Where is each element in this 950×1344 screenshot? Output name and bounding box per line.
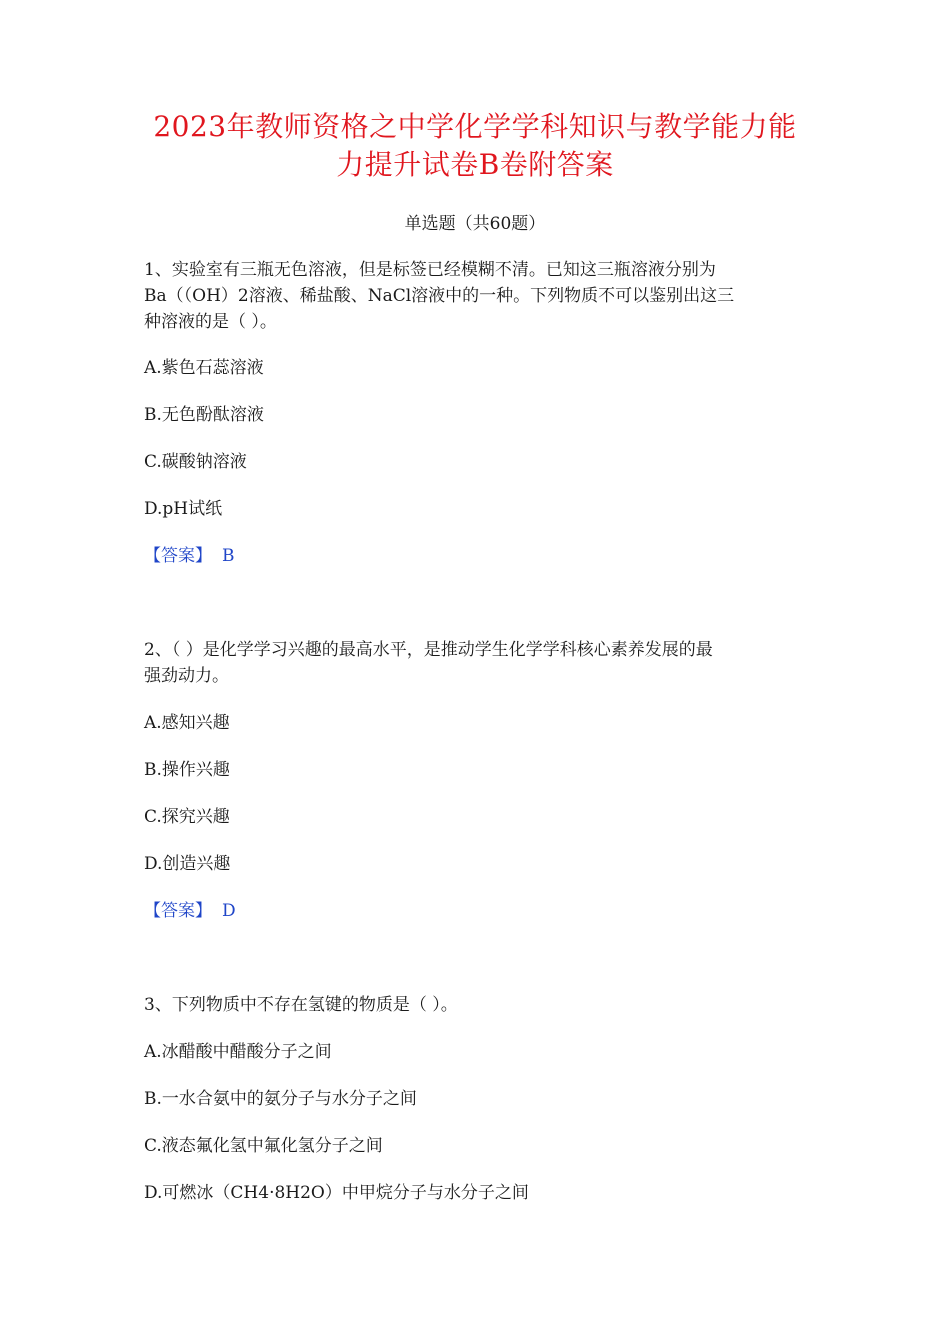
question-1-stem-line-1: 1、实验室有三瓶无色溶液，但是标签已经模糊不清。已知这三瓶溶液分别为 — [144, 260, 716, 280]
question-1-option-c: C.碳酸钠溶液 — [144, 452, 247, 472]
question-3-option-b: B.一水合氨中的氨分子与水分子之间 — [144, 1089, 417, 1109]
question-1-option-b: B.无色酚酞溶液 — [144, 405, 264, 425]
question-1-option-a: A.紫色石蕊溶液 — [144, 358, 264, 378]
question-2-option-b: B.操作兴趣 — [144, 760, 230, 780]
question-2-option-a: A.感知兴趣 — [144, 713, 230, 733]
question-3-stem-line-1: 3、下列物质中不存在氢键的物质是（ ）。 — [144, 995, 458, 1015]
question-2-option-d: D.创造兴趣 — [144, 854, 231, 874]
title-line-1: 2023年教师资格之中学化学学科知识与教学能力能 — [153, 110, 797, 143]
question-2-answer — [144, 899, 814, 923]
question-1-answer — [144, 544, 814, 568]
section-heading: 单选题（共60题） — [404, 214, 546, 234]
question-3-option-c: C.液态氟化氢中氟化氢分子之间 — [144, 1136, 383, 1156]
question-2-stem-line-2: 强劲动力。 — [144, 666, 229, 686]
question-2-option-c: C.探究兴趣 — [144, 807, 230, 827]
question-1-option-d: D.pH试纸 — [144, 499, 223, 519]
title-line-2: 力提升试卷B卷附答案 — [336, 148, 614, 181]
question-2-stem-line-1: 2、（ ）是化学学习兴趣的最高水平，是推动学生化学学科核心素养发展的最 — [144, 640, 713, 660]
answer-label: 【答案】 — [144, 546, 212, 566]
answer-value: B — [222, 546, 235, 566]
answer-label: 【答案】 — [144, 901, 212, 921]
question-1-stem-line-3: 种溶液的是（ ）。 — [144, 312, 277, 332]
document-title — [120, 108, 830, 184]
question-1-stem-line-2: Ba（（OH）2溶液、稀盐酸、NaCl溶液中的一种。下列物质不可以鉴别出这三 — [144, 286, 735, 306]
question-3-option-d: D.可燃冰（CH4·8H2O）中甲烷分子与水分子之间 — [144, 1183, 529, 1203]
answer-value: D — [222, 901, 236, 921]
question-3-option-a: A.冰醋酸中醋酸分子之间 — [144, 1042, 332, 1062]
